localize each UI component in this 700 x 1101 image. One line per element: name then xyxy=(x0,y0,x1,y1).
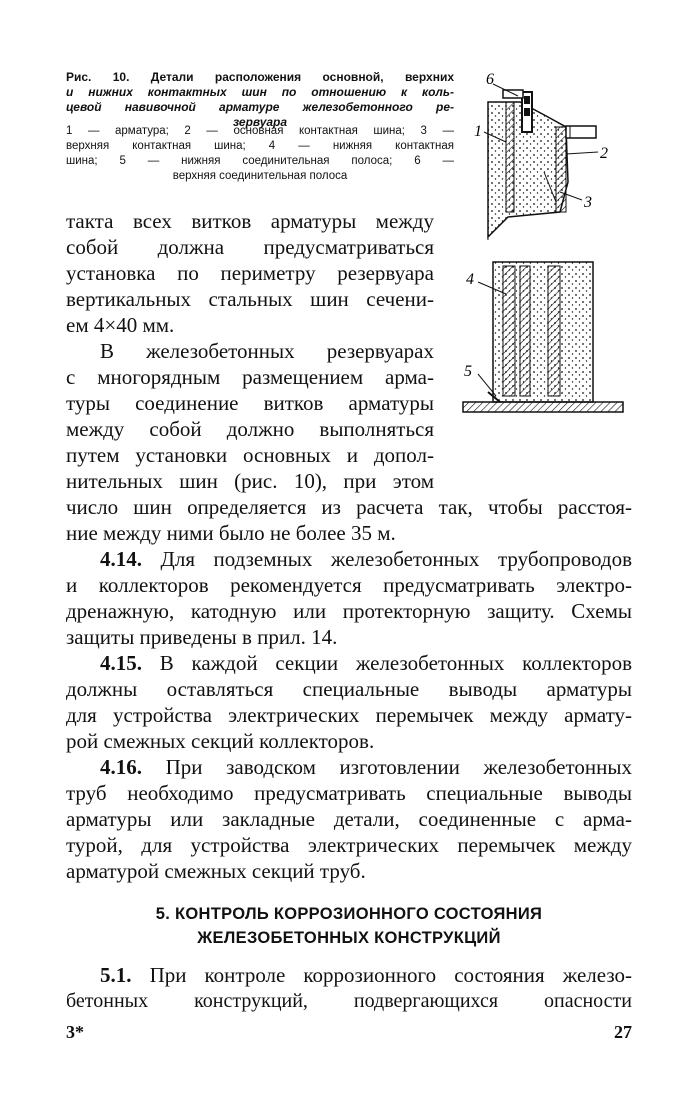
body-text-line: путем установки основных и допол- xyxy=(66,443,434,467)
callout-6: 6 xyxy=(486,71,494,88)
body-text-line: дренажную, катодную или протекторную защиту. Схемы xyxy=(66,599,632,623)
body-text-line: ние между ними было не более 35 м. xyxy=(66,521,396,545)
body-text-line: рой смежных секций коллекторов. xyxy=(66,729,375,753)
body-text-line: Для подземных железобетонных трубопроводов xyxy=(160,547,633,571)
section-number: 5.1. xyxy=(100,963,132,987)
section-number: 4.14. xyxy=(100,547,142,571)
body-text-line xyxy=(156,1014,171,1015)
legend-line: верхняя контактная шина; 4 — нижняя контактная xyxy=(66,140,454,152)
footer-signature: 3* xyxy=(66,1022,84,1042)
body-text-line: бетонных конструкций, подвергающихся опасности xyxy=(66,990,632,1012)
body-text-line xyxy=(131,1014,155,1015)
body-text-line: труб необходимо предусматривать специальные выводы xyxy=(66,781,632,805)
legend-line: верхняя соединительная полоса xyxy=(172,170,348,182)
body-text-line: защиты приведены в прил. 14. xyxy=(66,625,338,649)
section-4-16-first-line xyxy=(100,754,632,780)
lower-text-block xyxy=(66,1014,632,1015)
body-text-line: туры соединение витков арматуры xyxy=(66,391,434,415)
section-4-15-first-line xyxy=(100,650,632,676)
body-text-line: такта всех витков арматуры между xyxy=(66,209,434,233)
legend-line: шина; 5 — нижняя соединительная полоса; 6 — xyxy=(66,155,454,167)
caption-line: зервуара xyxy=(232,115,288,129)
body-text-line: В каждой секции железобетонных коллекторов xyxy=(159,651,632,675)
body-text-line: При заводском изготовлении железобетонных xyxy=(165,755,632,779)
section-number: 4.16. xyxy=(100,755,142,779)
caption-line: Рис. 10. Детали расположения основной, верхних xyxy=(66,70,454,84)
callout-1: 1 xyxy=(474,123,482,140)
section-4-14-first-line xyxy=(100,546,632,572)
figure-legend xyxy=(66,124,454,184)
legend-line: 1 — арматура; 2 — основная контактная шина; 3 — xyxy=(66,125,454,137)
caption-line: цевой навивочной арматуре железобетонного ре- xyxy=(66,100,454,114)
body-text-line: арматурой смежных секций труб. xyxy=(66,859,366,883)
body-text-line: В железобетонных резервуарах xyxy=(100,339,434,363)
figure-caption xyxy=(66,70,454,130)
reservoir-reinforcement-figure xyxy=(448,62,628,422)
upper-wall-detail xyxy=(488,90,596,242)
chapter-heading-line-2: ЖЕЛЕЗОБЕТОННЫХ КОНСТРУКЦИЙ xyxy=(197,929,501,947)
body-text-line: ем 4×40 мм. xyxy=(66,313,175,337)
body-text-line: число шин определяется из расчета так, чтобы расстоя- xyxy=(66,495,632,519)
lower-wall-detail xyxy=(463,262,623,412)
body-text-line: вертикальных стальных шин сечени- xyxy=(66,287,434,311)
body-text-line: установка по периметру резервуара xyxy=(66,261,434,285)
section-5-1-first-line xyxy=(100,962,632,988)
body-text-line: собой должна предусматриваться xyxy=(66,235,434,259)
section-number: 4.15. xyxy=(100,651,142,675)
body-text-line xyxy=(66,1014,84,1015)
body-text-line: для устройства электрических перемычек между армату- xyxy=(66,703,632,727)
body-text-line: и коллекторов рекомендуется предусматривать электро- xyxy=(66,573,632,597)
body-text-line: между собой должно выполняться xyxy=(66,417,434,441)
body-text-line: арматуры или закладные детали, соединенные с арма- xyxy=(66,807,632,831)
callout-3: 3 xyxy=(584,194,592,211)
caption-line: и нижних контактных шин по отношению к коль- xyxy=(66,85,454,99)
callout-5: 5 xyxy=(464,363,472,380)
body-text-line: должны оставляться специальные выводы арматуры xyxy=(66,677,632,701)
body-text-line: При контроле коррозионного состояния железо- xyxy=(149,963,632,987)
callout-2: 2 xyxy=(600,145,608,162)
body-text-line: турой, для устройства электрических перемычек между xyxy=(66,833,632,857)
body-text-line xyxy=(84,1014,107,1015)
body-text-line xyxy=(107,1014,131,1015)
body-text-line: нительных шин (рис. 10), при этом xyxy=(66,469,434,493)
body-text-line: с многорядным размещением арма- xyxy=(66,365,434,389)
page-number: 27 xyxy=(614,1022,632,1042)
callout-4: 4 xyxy=(466,271,474,288)
chapter-heading-line-1: 5. КОНТРОЛЬ КОРРОЗИОННОГО СОСТОЯНИЯ xyxy=(155,905,543,923)
